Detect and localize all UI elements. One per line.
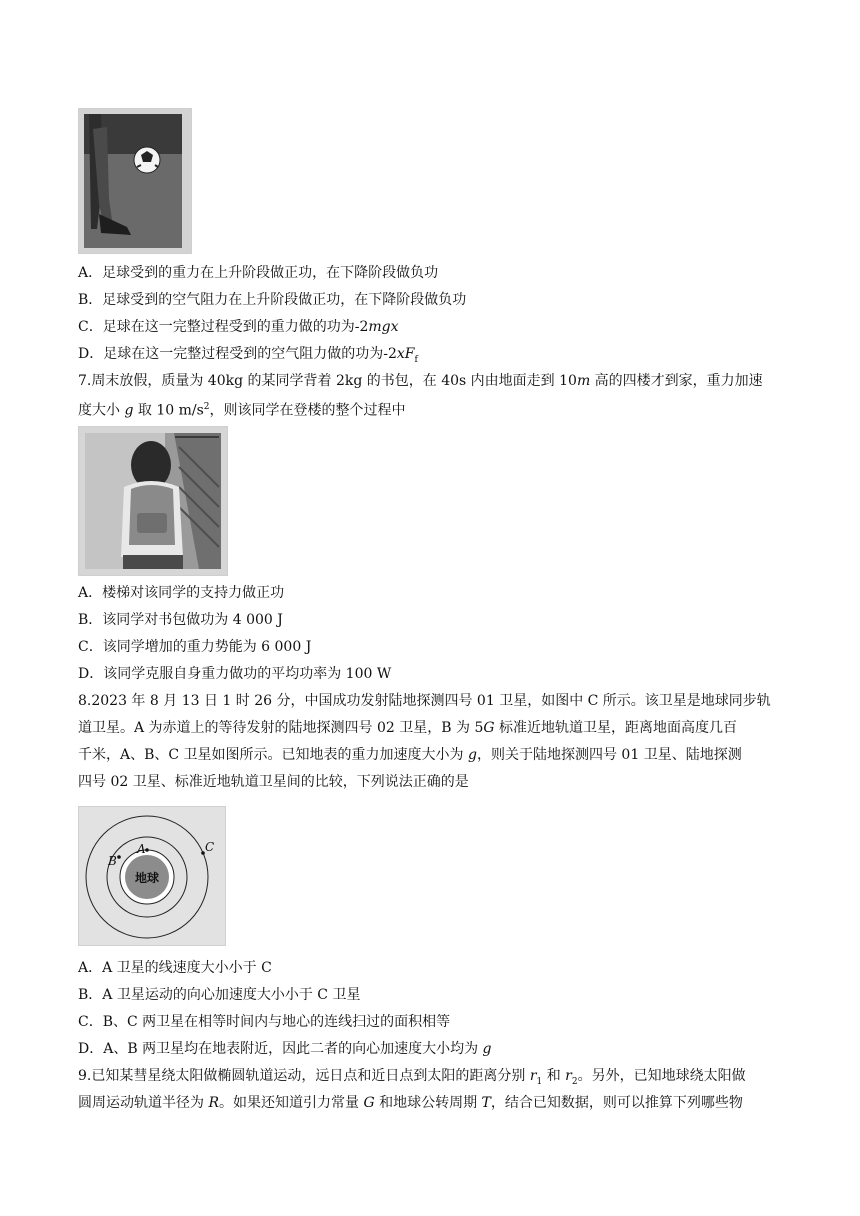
q8-stem-line2	[78, 718, 737, 738]
q7-stem-1b: 高的四楼才到家，重力加速	[590, 373, 763, 389]
q8-stem-2G: G	[483, 720, 495, 736]
q9-r1: r	[529, 1068, 537, 1084]
q9-stem-1a: 9.已知某彗星绕太阳做椭圆轨道运动，远日点和近日点到太阳的距离分别	[78, 1068, 530, 1084]
q8-option-d-var: g	[482, 1041, 492, 1057]
q6-option-c	[78, 317, 399, 337]
q7-stem-2g: g	[124, 402, 134, 419]
q8-stem-line3	[78, 745, 742, 765]
q7-stem-line2	[78, 397, 406, 421]
earth-label: 地球	[134, 871, 160, 885]
q9-sub1: 1	[536, 1076, 543, 1087]
q7-option-a: A．楼梯对该同学的支持力做正功	[78, 585, 285, 601]
orbit-diagram	[78, 806, 226, 946]
q6-option-d	[78, 344, 418, 370]
q7-stem-2c: ，则该同学在登楼的整个过程中	[209, 402, 406, 419]
q8-option-c: C．B、C 两卫星在相等时间内与地心的连线扫过的面积相等	[78, 1014, 451, 1030]
q6-option-d-text: D．足球在这一完整过程受到的空气阻力做的功为-2	[78, 346, 397, 362]
q8-option-a: A．A 卫星的线速度大小小于 C	[78, 960, 272, 976]
q6-option-c-text: C．足球在这一完整过程受到的重力做的功为-2	[78, 319, 369, 335]
q7-stem-2b: 取 10 m/s	[133, 402, 204, 419]
q9-stem-2c: 和地球公转周期	[374, 1095, 482, 1111]
q7-option-d: D．该同学克服自身重力做功的平均功率为 100 W	[78, 666, 392, 682]
q8-option-d-text: D．A、B 两卫星均在地表附近，因此二者的向心加速度大小均为	[78, 1041, 483, 1057]
sat-a-label: A	[137, 842, 146, 856]
q9-and: 和	[542, 1068, 566, 1084]
stairs-photo	[78, 426, 228, 576]
q8-option-b: B．A 卫星运动的向心加速度大小小于 C 卫星	[78, 987, 361, 1003]
q8-stem-3g: g	[468, 747, 477, 763]
q9-G: G	[363, 1095, 375, 1111]
q8-option-d	[78, 1039, 492, 1059]
q8-stem-2a: 道卫星。A 为赤道上的等待发射的陆地探测四号 02 卫星，B 为 5	[78, 720, 484, 736]
q6-option-d-var: xF	[396, 346, 415, 362]
q6-option-c-var: mgx	[368, 319, 399, 335]
q8-stem-2b: 标准近地轨道卫星，距离地面高度几百	[494, 720, 738, 736]
q6-option-a: A．足球受到的重力在上升阶段做正功，在下降阶段做负功	[78, 265, 439, 281]
q7-stem-1m: m	[576, 373, 591, 389]
q9-r2: r	[565, 1068, 572, 1084]
sat-b-label: B	[108, 854, 117, 868]
q9-stem-line1	[78, 1066, 746, 1092]
q8-stem-line4: 四号 02 卫星、标准近地轨道卫星间的比较，下列说法正确的是	[78, 774, 469, 790]
q9-sub2: 2	[571, 1076, 578, 1087]
q7-option-b: B．该同学对书包做功为 4 000 J	[78, 612, 283, 628]
q9-T: T	[481, 1095, 491, 1111]
q9-stem-2d: ，结合已知数据，则可以推算下列哪些物	[490, 1095, 743, 1111]
sat-c-label: C	[205, 840, 215, 854]
orbit-diagram-svg	[79, 807, 225, 945]
sat-a-dot	[145, 848, 149, 852]
soccer-photo-image	[79, 109, 191, 253]
stairs-photo-image	[79, 427, 227, 575]
q6-option-b: B．足球受到的空气阻力在上升阶段做正功，在下降阶段做负功	[78, 292, 467, 308]
q9-R: R	[208, 1095, 219, 1111]
q7-stem-2sup: 2	[203, 402, 210, 412]
soccer-photo	[78, 108, 192, 254]
q7-stem-line1	[78, 371, 763, 391]
q9-stem-1b: 。另外，已知地球绕太阳做	[577, 1068, 746, 1084]
q6-option-d-sub: f	[414, 354, 418, 365]
q9-stem-2b: 。如果还知道引力常量	[219, 1095, 364, 1111]
q9-stem-line2	[78, 1093, 743, 1113]
q8-stem-line1: 8.2023 年 8 月 13 日 1 时 26 分，中国成功发射陆地探测四号 01 卫星，如图中 C 所示。该卫星是地球同步轨	[78, 693, 771, 709]
q7-option-c: C．该同学增加的重力势能为 6 000 J	[78, 639, 312, 655]
q7-stem-2a: 度大小	[78, 402, 125, 419]
q8-stem-3a: 千米，A、B、C 卫星如图所示。已知地表的重力加速度大小为	[78, 747, 469, 763]
sat-b-dot	[117, 855, 121, 859]
q9-stem-2a: 圆周运动轨道半径为	[78, 1095, 209, 1111]
q7-stem-1a: 7.周末放假，质量为 40kg 的某同学背着 2kg 的书包，在 40s 内由地面走到 10	[78, 373, 577, 389]
q8-stem-3b: ，则关于陆地探测四号 01 卫星、陆地探测	[476, 747, 742, 763]
